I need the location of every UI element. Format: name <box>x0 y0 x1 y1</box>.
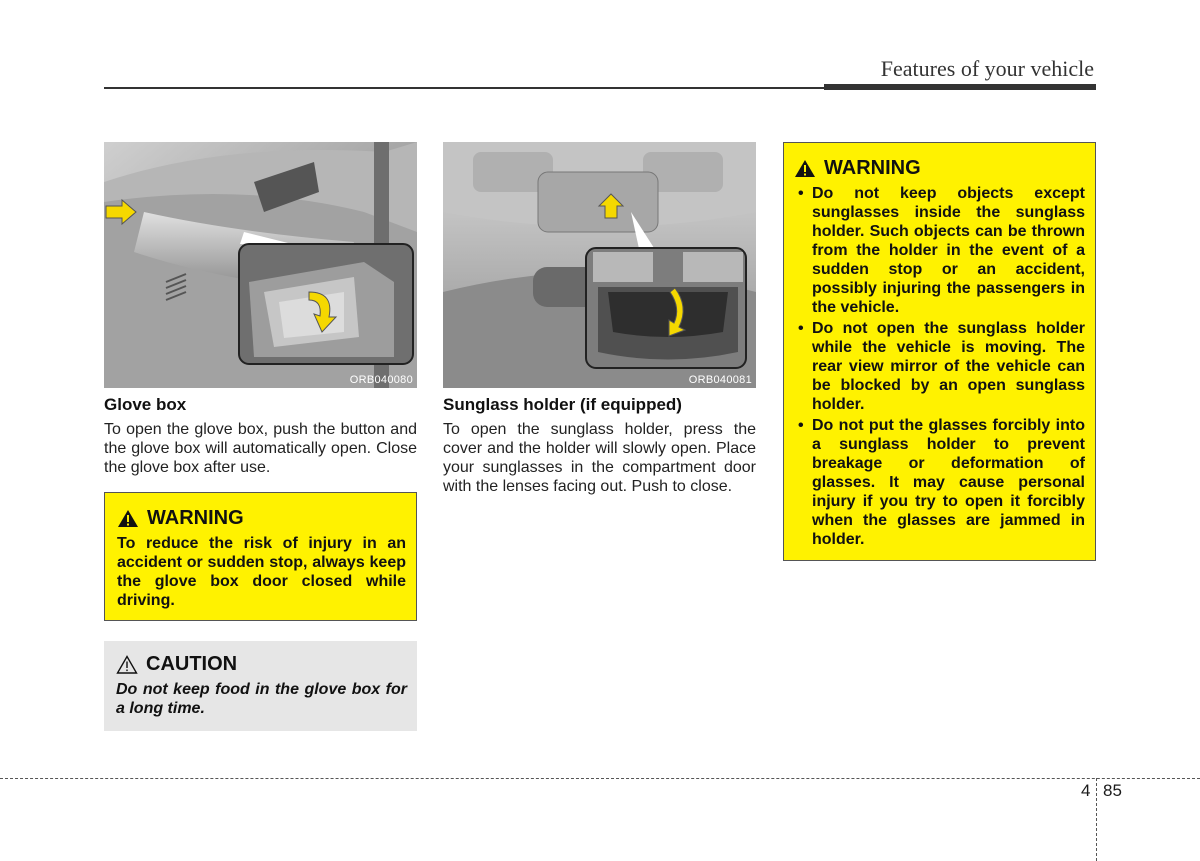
page-header-title: Features of your vehicle <box>880 56 1094 81</box>
footer-rule <box>0 778 1200 779</box>
warning-text: To reduce the risk of injury in an accident or sudden stop, always keep the glove box door closed while driving. <box>117 535 406 609</box>
warning-title-text: WARNING <box>147 507 244 529</box>
caution-title <box>116 653 407 676</box>
footer-divider <box>1096 778 1097 861</box>
figure-code: ORB040080 <box>349 374 413 386</box>
glove-box-caution <box>104 641 417 731</box>
warning-triangle-icon <box>117 509 139 528</box>
chapter-number: 4 <box>1081 781 1091 800</box>
warning-triangle-icon <box>794 159 816 178</box>
glove-box-warning <box>104 492 417 621</box>
glove-box-figure <box>104 142 417 388</box>
glove-box-illustration <box>104 142 417 388</box>
caution-triangle-icon <box>116 655 138 674</box>
sunglass-holder-figure <box>443 142 756 388</box>
warning-list-item: • Do not open the sunglass holder while the vehicle is moving. The rear view mirror of the vehicle can be blocked by an open sunglass holder. <box>794 319 1085 414</box>
caution-title-text: CAUTION <box>146 653 238 675</box>
warning-list-item: • Do not keep objects except sunglasses inside the sunglass holder. Such objects can be thrown from the holder in the event of a sudden stop or an accident, possibly injuring the passengers in the vehicle. <box>794 184 1085 317</box>
caution-text: Do not keep food in the glove box for a long time. <box>116 681 407 717</box>
warning-title <box>117 507 406 530</box>
warning-list <box>794 184 1085 549</box>
glove-box-body: To open the glove box, push the button and the glove box will automatically open. Close the glove box after use. <box>104 421 417 476</box>
warning-list-item: • Do not put the glasses forcibly into a sunglass holder to prevent breakage or deformation of glasses. It may cause personal injury if you try to open it forcibly when the glasses are jammed in holder. <box>794 416 1085 549</box>
sunglass-holder-warning <box>783 142 1096 561</box>
header-rule-accent <box>824 84 1096 90</box>
glove-box-heading: Glove box <box>104 395 187 414</box>
warning-title-text: WARNING <box>824 157 921 179</box>
sunglass-holder-body: To open the sunglass holder, press the cover and the holder will slowly open. Place your sunglasses in the compartment door with the lenses facing out. Push to close. <box>443 421 756 495</box>
warning-title <box>794 157 1085 180</box>
sunglass-holder-heading: Sunglass holder (if equipped) <box>443 395 682 414</box>
figure-code: ORB040081 <box>688 374 752 386</box>
sunglass-holder-illustration <box>443 142 756 388</box>
page-number: 85 <box>1103 781 1122 800</box>
